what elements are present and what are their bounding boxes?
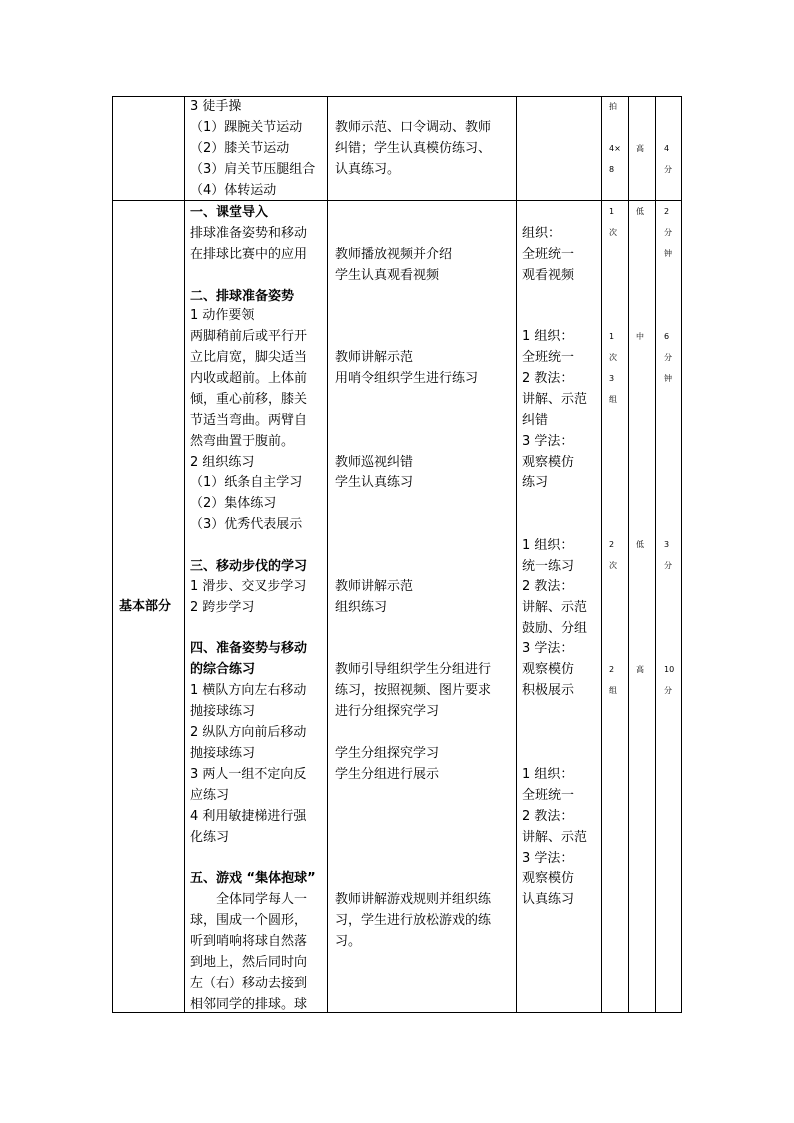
teacher-line: 教师引导组织学生分组进行 — [335, 662, 492, 677]
column-divider — [601, 96, 602, 1013]
teacher-line: 教师讲解示范 — [335, 579, 414, 594]
count-text: 拍 — [609, 102, 617, 111]
count-text: 次 — [609, 353, 617, 362]
time-text: 钟 — [664, 249, 672, 258]
time-text: 4 — [664, 144, 670, 153]
teacher-line: 学生分组进行展示 — [335, 767, 440, 782]
teacher-line: 认真练习。 — [335, 162, 401, 177]
column-divider — [655, 96, 656, 1013]
content-line: 2 跨步学习 — [190, 600, 255, 615]
content-line: （3）肩关节压腿组合 — [190, 162, 316, 177]
teacher-line: 学生分组探究学习 — [335, 746, 440, 761]
count-text: 8 — [609, 165, 615, 174]
count-text: 次 — [609, 228, 617, 237]
org-line: 练习 — [522, 475, 549, 490]
content-line: 3 徒手操 — [190, 99, 242, 114]
teacher-line: 教师巡视纠错 — [335, 455, 414, 470]
time-text: 2 — [664, 207, 670, 216]
content-line: 1 滑步、交叉步学习 — [190, 579, 307, 594]
content-line: 应练习 — [190, 788, 230, 803]
column-divider — [516, 96, 517, 1013]
time-text: 分 — [664, 561, 672, 570]
time-text: 6 — [664, 332, 670, 341]
time-text: 分 — [664, 165, 672, 174]
org-line: 讲解、示范 — [522, 830, 588, 845]
content-line: （3）优秀代表展示 — [190, 517, 303, 532]
intensity-text: 低 — [636, 207, 644, 216]
content-line: 立比肩宽，脚尖适当 — [190, 350, 308, 365]
teacher-line: 教师示范、口令调动、教师 — [335, 120, 492, 135]
content-line: 到地上，然后同时向 — [190, 955, 308, 970]
column-divider — [327, 96, 328, 1013]
content-line: 化练习 — [190, 830, 230, 845]
org-line: 观察模仿 — [522, 871, 575, 886]
org-line: 全班统一 — [522, 247, 575, 262]
content-line: （2）膝关节运动 — [190, 141, 290, 156]
count-text: 组 — [609, 395, 617, 404]
org-line: 讲解、示范 — [522, 600, 588, 615]
section-heading: 五、游戏 “集体抱球” — [190, 871, 316, 886]
content-line: 1 动作要领 — [190, 308, 255, 323]
intensity-text: 中 — [636, 332, 644, 341]
teacher-line: 习。 — [335, 934, 362, 949]
time-text: 10 — [664, 665, 675, 674]
teacher-line: 纠错；学生认真模仿练习、 — [335, 141, 492, 156]
teacher-line: 组织练习 — [335, 600, 388, 615]
time-text: 分 — [664, 353, 672, 362]
content-line: 3 两人一组不定向反 — [190, 767, 307, 782]
count-text: 组 — [609, 686, 617, 695]
content-line: 2 组织练习 — [190, 455, 255, 470]
org-line: 2 教法： — [522, 371, 574, 386]
org-line: 纠错 — [522, 413, 549, 428]
org-line: 2 教法： — [522, 809, 574, 824]
org-line: 全班统一 — [522, 350, 575, 365]
teacher-line: 教师讲解示范 — [335, 350, 414, 365]
content-line: 全体同学每人一 — [216, 892, 308, 907]
content-line: 在排球比赛中的应用 — [190, 247, 308, 262]
content-line: 1 横队方向左右移动 — [190, 683, 307, 698]
org-line: 全班统一 — [522, 788, 575, 803]
content-line: 4 利用敏捷梯进行强 — [190, 809, 307, 824]
teacher-line: 学生认真观看视频 — [335, 268, 440, 283]
count-text: 1 — [609, 332, 615, 341]
count-text: 次 — [609, 561, 617, 570]
org-line: 统一练习 — [522, 559, 575, 574]
content-line: 节适当弯曲。两臂自 — [190, 413, 308, 428]
content-line: 听到哨响将球自然落 — [190, 934, 308, 949]
content-line: 两脚稍前后或平行开 — [190, 329, 308, 344]
org-line: 观察模仿 — [522, 455, 575, 470]
section-heading: 的综合练习 — [190, 662, 256, 677]
content-line: （4）体转运动 — [190, 183, 277, 198]
teacher-line: 练习，按照视频、图片要求 — [335, 683, 492, 698]
column-divider — [628, 96, 629, 1013]
content-line: 左（右）移动去接到 — [190, 976, 308, 991]
content-line: 倾，重心前移，膝关 — [190, 392, 308, 407]
org-line: 3 学法： — [522, 641, 574, 656]
org-line: 2 教法： — [522, 579, 574, 594]
intensity-text: 高 — [636, 665, 644, 674]
section-heading: 一、课堂导入 — [190, 205, 269, 220]
teacher-line: 进行分组探究学习 — [335, 704, 440, 719]
content-line: 然弯曲置于腹前。 — [190, 434, 295, 449]
table-border-left — [112, 96, 113, 1013]
content-line: （1）纸条自主学习 — [190, 475, 303, 490]
content-line: （1）踝腕关节运动 — [190, 120, 303, 135]
count-text: 2 — [609, 665, 615, 674]
org-line: 观看视频 — [522, 268, 575, 283]
org-line: 1 组织： — [522, 329, 574, 344]
teacher-line: 教师播放视频并介绍 — [335, 247, 453, 262]
org-line: 3 学法： — [522, 851, 574, 866]
teacher-line: 教师讲解游戏规则并组织练 — [335, 892, 492, 907]
time-text: 3 — [664, 540, 670, 549]
content-line: 2 纵队方向前后移动 — [190, 725, 307, 740]
count-text: 4× — [609, 144, 621, 153]
intensity-text: 高 — [636, 144, 644, 153]
org-line: 1 组织： — [522, 767, 574, 782]
org-line: 1 组织： — [522, 538, 574, 553]
section-heading: 四、准备姿势与移动 — [190, 641, 308, 656]
content-line: 相邻同学的排球。球 — [190, 997, 308, 1012]
org-line: 积极展示 — [522, 683, 575, 698]
count-text: 3 — [609, 374, 615, 383]
section-heading: 二、排球准备姿势 — [190, 289, 295, 304]
content-line: 抛接球练习 — [190, 746, 256, 761]
count-text: 1 — [609, 207, 615, 216]
teacher-line: 用哨令组织学生进行练习 — [335, 371, 479, 386]
org-line: 鼓励、分组 — [522, 621, 588, 636]
org-line: 讲解、示范 — [522, 392, 588, 407]
org-line: 观察模仿 — [522, 662, 575, 677]
content-line: 球，围成一个圆形， — [190, 913, 308, 928]
time-text: 钟 — [664, 374, 672, 383]
teacher-line: 习，学生进行放松游戏的练 — [335, 913, 492, 928]
content-line: 排球准备姿势和移动 — [190, 226, 308, 241]
org-line: 组织： — [522, 226, 562, 241]
content-line: （2）集体练习 — [190, 496, 277, 511]
time-text: 分 — [664, 228, 672, 237]
section-label: 基本部分 — [119, 599, 172, 614]
content-line: 内收或超前。上体前 — [190, 371, 308, 386]
column-divider — [184, 96, 185, 1013]
content-line: 抛接球练习 — [190, 704, 256, 719]
count-text: 2 — [609, 540, 615, 549]
section-heading: 三、移动步伐的学习 — [190, 559, 308, 574]
table-border-right — [681, 96, 682, 1013]
time-text: 分 — [664, 686, 672, 695]
org-line: 认真练习 — [522, 892, 575, 907]
org-line: 3 学法： — [522, 434, 574, 449]
teacher-line: 学生认真练习 — [335, 475, 414, 490]
intensity-text: 低 — [636, 540, 644, 549]
